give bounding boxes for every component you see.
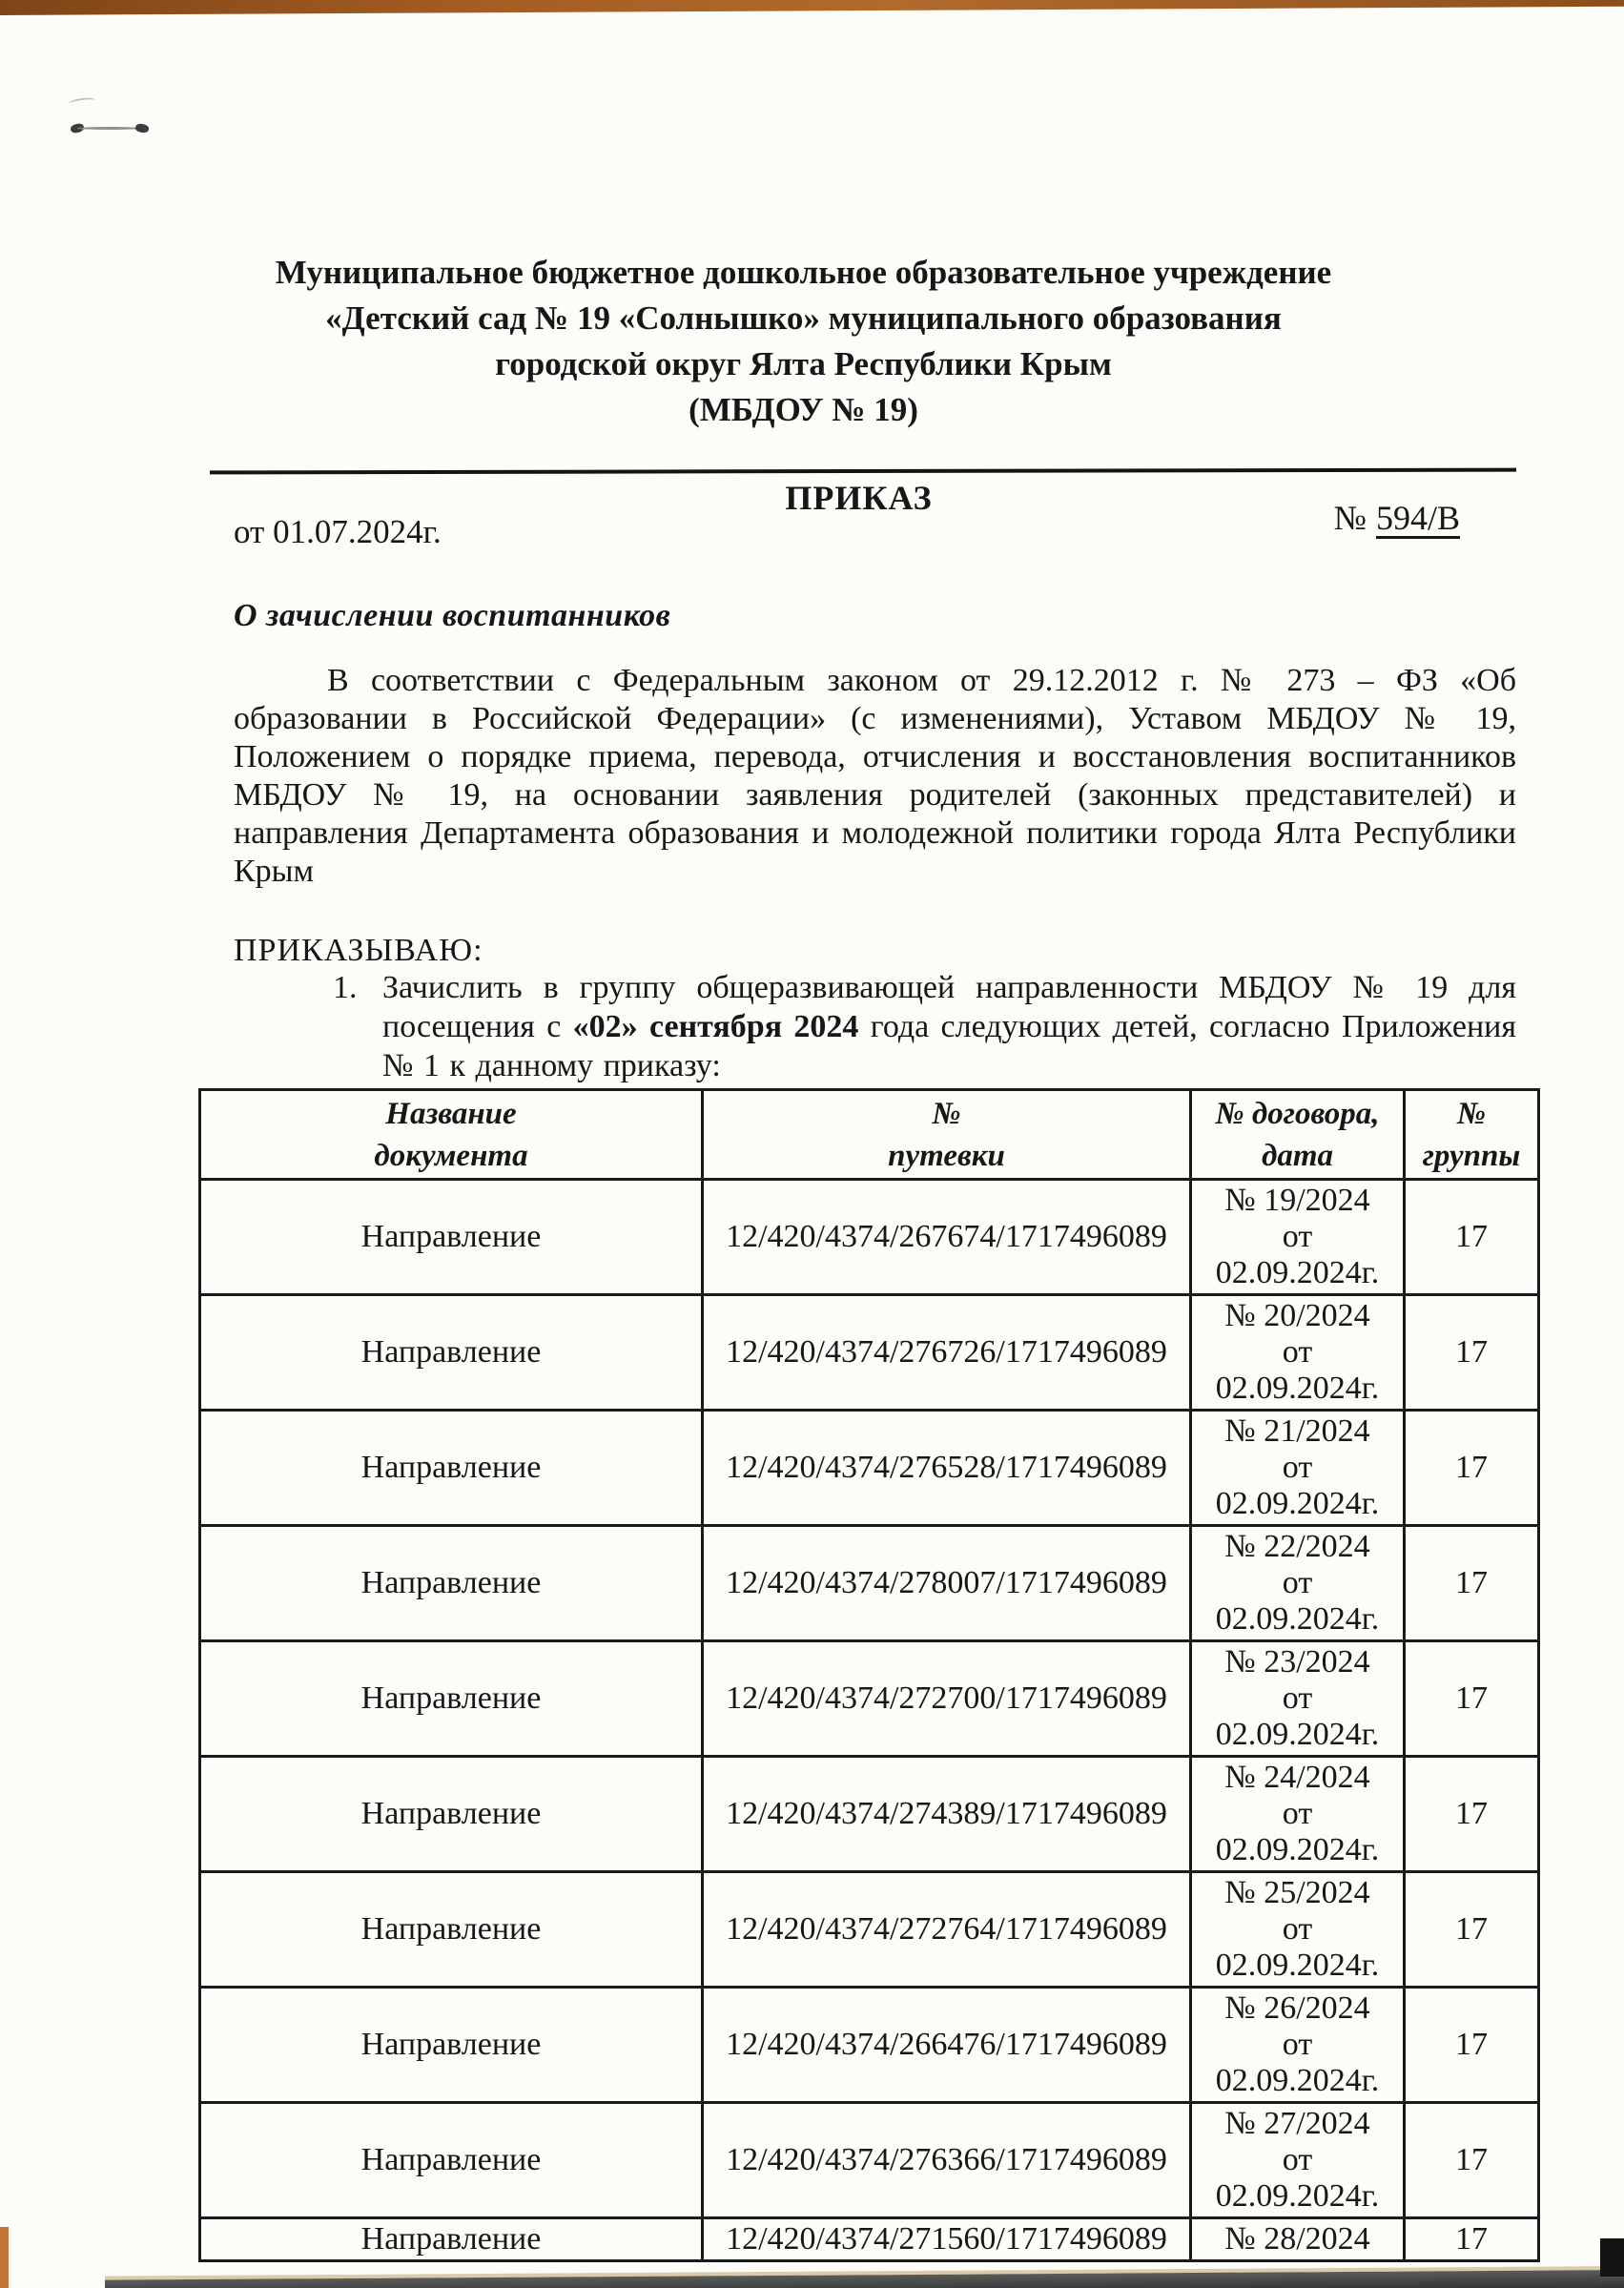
- col-header-doc-name-line2: документа: [374, 1138, 528, 1173]
- contract-date: 02.09.2024г.: [1215, 1948, 1380, 1983]
- contract-from-word: от: [1282, 1219, 1313, 1254]
- col-header-voucher-line1: №: [932, 1096, 961, 1131]
- col-header-group-line2: группы: [1422, 1138, 1521, 1173]
- contract-number: № 28/2024: [1224, 2221, 1370, 2257]
- col-header-contract-line1: № договора,: [1215, 1096, 1380, 1131]
- document-date: от 01.07.2024г.: [234, 513, 442, 550]
- org-line-3: городской округ Ялта Республики Крым: [495, 345, 1112, 382]
- voucher-number-cell: 12/420/4374/272700/1717496089: [703, 1641, 1191, 1757]
- col-header-group-line1: №: [1456, 1096, 1487, 1131]
- order-heading: ПРИКАЗЫВАЮ:: [234, 933, 483, 968]
- col-header-voucher-line2: путевки: [888, 1138, 1005, 1173]
- doc-name-cell: Направление: [200, 1526, 703, 1641]
- contract-cell: [1191, 2218, 1405, 2261]
- doc-name-cell: Направление: [200, 1180, 703, 1295]
- contract-from-word: от: [1282, 2142, 1313, 2177]
- col-header-doc-name-line1: Название: [385, 1096, 517, 1131]
- col-header-contract-line2: дата: [1261, 1138, 1334, 1173]
- table-row: [200, 1988, 1539, 2103]
- contract-number: № 23/2024: [1224, 1644, 1370, 1680]
- contract-from-word: от: [1282, 1334, 1313, 1370]
- document-title: ПРИКАЗ: [785, 479, 933, 517]
- contract-cell: [1191, 1526, 1405, 1641]
- contract-number: № 24/2024: [1224, 1760, 1370, 1795]
- contract-date: 02.09.2024г.: [1215, 1832, 1380, 1867]
- scan-edge-bottom: [105, 2270, 1624, 2288]
- contract-number: № 22/2024: [1224, 1529, 1370, 1564]
- doc-name-cell: Направление: [200, 1411, 703, 1526]
- doc-name-cell: Направление: [200, 2103, 703, 2218]
- document-subject: О зачислении воспитанников: [234, 598, 671, 633]
- contract-number: № 26/2024: [1224, 1990, 1370, 2026]
- enrollment-table: [198, 1088, 1540, 2262]
- item-text-bold: «02» сентября 2024: [572, 1009, 859, 1044]
- table-row: [200, 2218, 1539, 2261]
- group-number-cell: 17: [1405, 1872, 1539, 1988]
- table-header: [200, 1090, 1539, 1180]
- meta-row: [234, 498, 1516, 565]
- table-row: [200, 1180, 1539, 1295]
- contract-cell: [1191, 1641, 1405, 1757]
- doc-name-cell: Направление: [200, 1872, 703, 1988]
- table-row: [200, 1526, 1539, 1641]
- header-divider: [210, 468, 1516, 475]
- contract-date: 02.09.2024г.: [1215, 1717, 1380, 1752]
- contract-number: № 19/2024: [1224, 1183, 1370, 1218]
- group-number-cell: 17: [1405, 2103, 1539, 2218]
- order-item-1-text: [382, 968, 1516, 1085]
- contract-cell: [1191, 1411, 1405, 1526]
- contract-date: 02.09.2024г.: [1215, 1255, 1380, 1290]
- doc-name-cell: Направление: [200, 1988, 703, 2103]
- contract-number: № 27/2024: [1224, 2106, 1370, 2141]
- item-text-after: года следующих детей, согласно Приложения № 1 к данному приказу:: [382, 1009, 1516, 1083]
- contract-cell: [1191, 1988, 1405, 2103]
- voucher-number-cell: 12/420/4374/274389/1717496089: [703, 1757, 1191, 1872]
- group-number-cell: 17: [1405, 1757, 1539, 1872]
- contract-cell: [1191, 2103, 1405, 2218]
- table-body: [200, 1180, 1539, 2261]
- order-item-1: [333, 968, 1516, 1085]
- voucher-number-cell: 12/420/4374/276726/1717496089: [703, 1295, 1191, 1411]
- org-line-2: «Детский сад № 19 «Солнышко» муниципального образования: [325, 299, 1282, 337]
- contract-from-word: от: [1282, 1796, 1313, 1831]
- contract-cell: [1191, 1757, 1405, 1872]
- doc-name-cell: Направление: [200, 1641, 703, 1757]
- group-number-cell: 17: [1405, 1180, 1539, 1295]
- table-row: [200, 1757, 1539, 1872]
- org-line-4: (МБДОУ № 19): [689, 391, 918, 428]
- contract-from-word: от: [1282, 1911, 1313, 1947]
- org-line-1: Муниципальное бюджетное дошкольное образовательное учреждение: [275, 254, 1332, 291]
- org-header: [162, 250, 1445, 433]
- group-number-cell: 17: [1405, 1411, 1539, 1526]
- contract-from-word: от: [1282, 1565, 1313, 1600]
- contract-number: № 20/2024: [1224, 1298, 1370, 1333]
- contract-date: 02.09.2024г.: [1215, 2178, 1380, 2214]
- group-number-cell: 17: [1405, 2218, 1539, 2261]
- group-number-cell: 17: [1405, 1295, 1539, 1411]
- doc-name-cell: Направление: [200, 1295, 703, 1411]
- voucher-number-cell: 12/420/4374/276366/1717496089: [703, 2103, 1191, 2218]
- pen-mark: [69, 96, 96, 108]
- voucher-number-cell: 12/420/4374/267674/1717496089: [703, 1180, 1191, 1295]
- contract-number: № 25/2024: [1224, 1875, 1370, 1910]
- doc-name-cell: Направление: [200, 1757, 703, 1872]
- contract-from-word: от: [1282, 2027, 1313, 2062]
- voucher-number-cell: 12/420/4374/278007/1717496089: [703, 1526, 1191, 1641]
- table-row: [200, 1295, 1539, 1411]
- table-header-row: [200, 1090, 1539, 1180]
- voucher-number-cell: 12/420/4374/272764/1717496089: [703, 1872, 1191, 1988]
- contract-date: 02.09.2024г.: [1215, 2063, 1380, 2098]
- doc-name-cell: Направление: [200, 2218, 703, 2261]
- col-header-doc-name: [200, 1090, 703, 1180]
- contract-number: № 21/2024: [1224, 1413, 1370, 1449]
- document-number-value: 594/В: [1375, 499, 1460, 537]
- contract-date: 02.09.2024г.: [1215, 1601, 1380, 1637]
- contract-cell: [1191, 1872, 1405, 1988]
- table-row: [200, 1411, 1539, 1526]
- table-row: [200, 1872, 1539, 1988]
- contract-date: 02.09.2024г.: [1215, 1371, 1380, 1406]
- item-text-before: Зачислить в группу общеразвивающей направленности МБДОУ № 19 для посещения с: [382, 970, 1516, 1044]
- group-number-cell: 17: [1405, 1641, 1539, 1757]
- contract-from-word: от: [1282, 1680, 1313, 1716]
- col-header-group: [1405, 1090, 1539, 1180]
- col-header-contract: [1191, 1090, 1405, 1180]
- intro-paragraph: В соответствии с Федеральным законом от 29.12.2012 г. № 273 – ФЗ «Об образовании в Российской Федерации» (с изменениями), Уставом МБДОУ № 19, Положением о порядке приема, перевода, отчисления и восстановления воспитанников МБДОУ № 19, на основании заявления родителей (законных представителей) и направления Департамента образования и молодежной политики города Ялта Республики Крым: [234, 663, 1516, 889]
- staple-bar: [77, 127, 142, 130]
- contract-cell: [1191, 1295, 1405, 1411]
- contract-from-word: от: [1282, 1450, 1313, 1485]
- col-header-voucher: [703, 1090, 1191, 1180]
- contract-date: 02.09.2024г.: [1215, 1486, 1380, 1521]
- order-item-1-number: 1.: [333, 970, 358, 1005]
- document-number: [1334, 498, 1460, 538]
- table-row: [200, 1641, 1539, 1757]
- contract-cell: [1191, 1180, 1405, 1295]
- group-number-cell: 17: [1405, 1988, 1539, 2103]
- voucher-number-cell: 12/420/4374/271560/1717496089: [703, 2218, 1191, 2261]
- document-number-prefix: №: [1333, 499, 1367, 537]
- scan-edge-left: [0, 2227, 9, 2288]
- voucher-number-cell: 12/420/4374/266476/1717496089: [703, 1988, 1191, 2103]
- table-row: [200, 2103, 1539, 2218]
- scan-edge-top: [0, 0, 1624, 15]
- staple-mark: [71, 118, 149, 135]
- voucher-number-cell: 12/420/4374/276528/1717496089: [703, 1411, 1191, 1526]
- group-number-cell: 17: [1405, 1526, 1539, 1641]
- scan-corner-mark: [1600, 2238, 1624, 2277]
